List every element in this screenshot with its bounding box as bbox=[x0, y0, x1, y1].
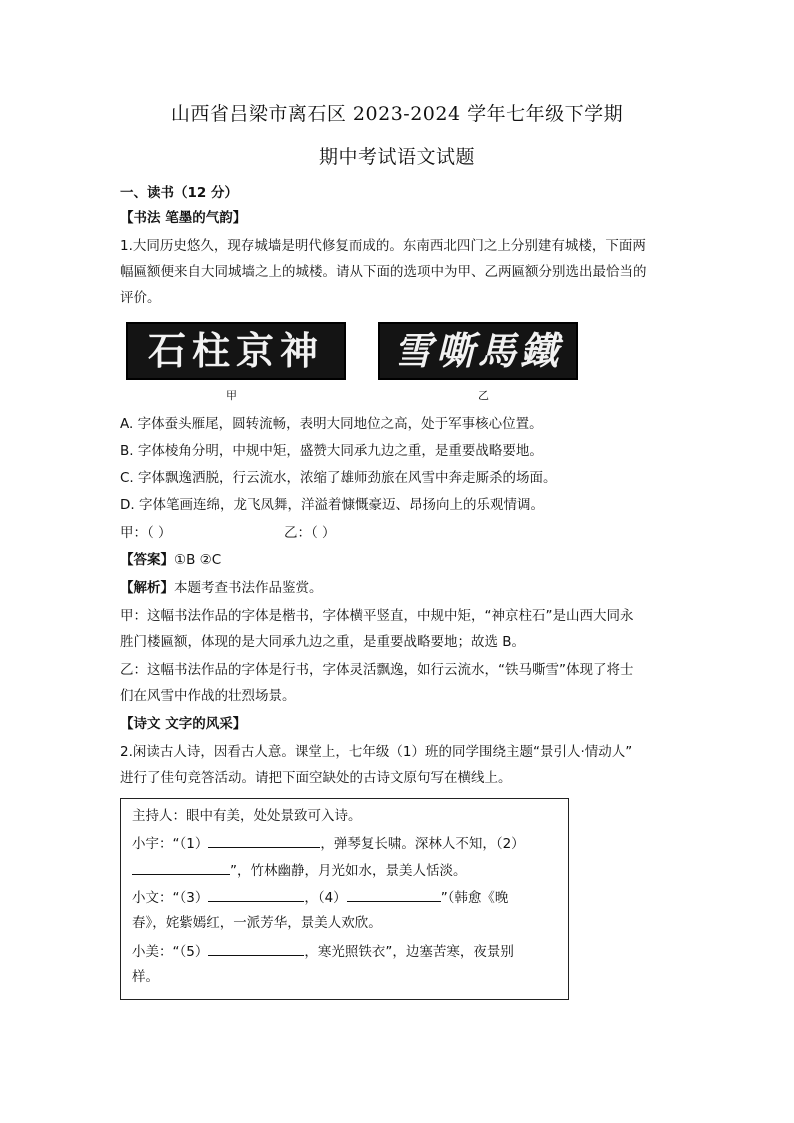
question-2-line: 进行了佳句竞答活动。请把下面空缺处的古诗文原句写在横线上。 bbox=[120, 770, 512, 786]
section-heading-reading: 一、读书（12 分） bbox=[120, 185, 238, 201]
fill-blank-2[interactable] bbox=[132, 860, 230, 875]
plaque-yi-characters: 雪嘶馬鐵 bbox=[393, 328, 562, 373]
answer-blank-jia: 甲：（ ） bbox=[120, 525, 172, 541]
plaque-caption-jia: 甲 bbox=[226, 389, 237, 402]
analysis-yi-line: 乙：这幅书法作品的字体是行书，字体灵活飘逸，如行云流水，“铁马嘶雪”体现了将士 bbox=[120, 662, 634, 678]
fill-blank-5[interactable] bbox=[208, 941, 304, 956]
analysis-text: 本题考查书法作品鉴赏。 bbox=[174, 580, 323, 596]
plaque-image-jia bbox=[126, 322, 346, 380]
xiaoyu-line-2 bbox=[132, 860, 467, 881]
xiaomei-text: ，寒光照铁衣”，边塞苦寒，夜景别 bbox=[304, 944, 514, 960]
fill-blank-3[interactable] bbox=[208, 887, 304, 902]
analysis-jia-line: 胜门楼匾额，体现的是大同承九边之重，是重要战略要地；故选 B。 bbox=[120, 634, 526, 650]
option-c: C. 字体飘逸洒脱，行云流水，浓缩了雄师劲旅在风雪中奔走厮杀的场面。 bbox=[120, 470, 557, 486]
analysis-jia-line: 甲：这幅书法作品的字体是楷书，字体横平竖直，中规中矩，“神京柱石”是山西大同永 bbox=[120, 608, 634, 624]
xiaomei-label: 小美：“（5） bbox=[132, 944, 209, 960]
xiaowen-text: ”（韩愈《晚 bbox=[440, 890, 509, 906]
xiaoyu-line-1 bbox=[132, 833, 525, 854]
answer-blank-yi: 乙：（ ） bbox=[284, 525, 336, 541]
document-title-line1: 山西省吕梁市离石区 2023-2024 学年七年级下学期 bbox=[170, 103, 624, 125]
answer-tag: 【答案】 bbox=[120, 552, 174, 568]
subheading-calligraphy: 【书法 笔墨的气韵】 bbox=[120, 210, 247, 226]
question-1-line: 幅匾额便来自大同城墙之上的城楼。请从下面的选项中为甲、乙两匾额分别选出最恰当的 bbox=[120, 264, 647, 280]
option-a: A. 字体蚕头雁尾，圆转流畅，表明大同地位之高，处于军事核心位置。 bbox=[120, 416, 543, 432]
document-title-line2: 期中考试语文试题 bbox=[318, 146, 475, 168]
analysis-yi-line: 们在风雪中作战的壮烈场景。 bbox=[120, 688, 296, 704]
plaque-image-yi bbox=[378, 322, 578, 380]
fill-blank-4[interactable] bbox=[347, 887, 441, 902]
subheading-poetry: 【诗文 文字的风采】 bbox=[120, 716, 247, 732]
analysis-row bbox=[120, 578, 323, 598]
xiaowen-line-2: 春》，姹紫嫣红，一派芳华，景美人欢欣。 bbox=[132, 915, 382, 931]
xiaoyu-text: ”，竹林幽静，月光如水，景美人恬淡。 bbox=[230, 863, 467, 879]
xiaowen-text: ，（4） bbox=[304, 890, 347, 906]
plaque-jia-characters: 石柱京神 bbox=[147, 328, 324, 373]
xiaoyu-text: ，弹琴复长啸。深林人不知，（2） bbox=[320, 836, 525, 852]
xiaoyu-label: 小宇：“（1） bbox=[132, 836, 209, 852]
question-2-line: 2.闲读古人诗，因看古人意。课堂上，七年级（1）班的同学围绕主题“景引人·情动人” bbox=[120, 744, 633, 760]
plaque-caption-yi: 乙 bbox=[478, 389, 489, 402]
answer-text: ①B ②C bbox=[174, 552, 222, 568]
answer-row bbox=[120, 550, 221, 570]
xiaomei-line-1 bbox=[132, 941, 514, 962]
option-d: D. 字体笔画连绵，龙飞凤舞，洋溢着慷慨豪迈、昂扬向上的乐观情调。 bbox=[120, 497, 544, 513]
xiaomei-line-2: 样。 bbox=[132, 969, 159, 985]
option-b: B. 字体棱角分明，中规中矩，盛赞大同承九边之重，是重要战略要地。 bbox=[120, 443, 543, 459]
fill-blank-1[interactable] bbox=[208, 833, 320, 848]
analysis-tag: 【解析】 bbox=[120, 580, 174, 596]
xiaowen-line-1 bbox=[132, 887, 508, 908]
question-1-line: 评价。 bbox=[120, 290, 161, 306]
host-line: 主持人：眼中有美，处处景致可入诗。 bbox=[132, 808, 362, 824]
xiaowen-label: 小文：“（3） bbox=[132, 890, 209, 906]
question-1-line: 1.大同历史悠久，现存城墙是明代修复而成的。东南西北四门之上分别建有城楼，下面两 bbox=[120, 238, 646, 254]
